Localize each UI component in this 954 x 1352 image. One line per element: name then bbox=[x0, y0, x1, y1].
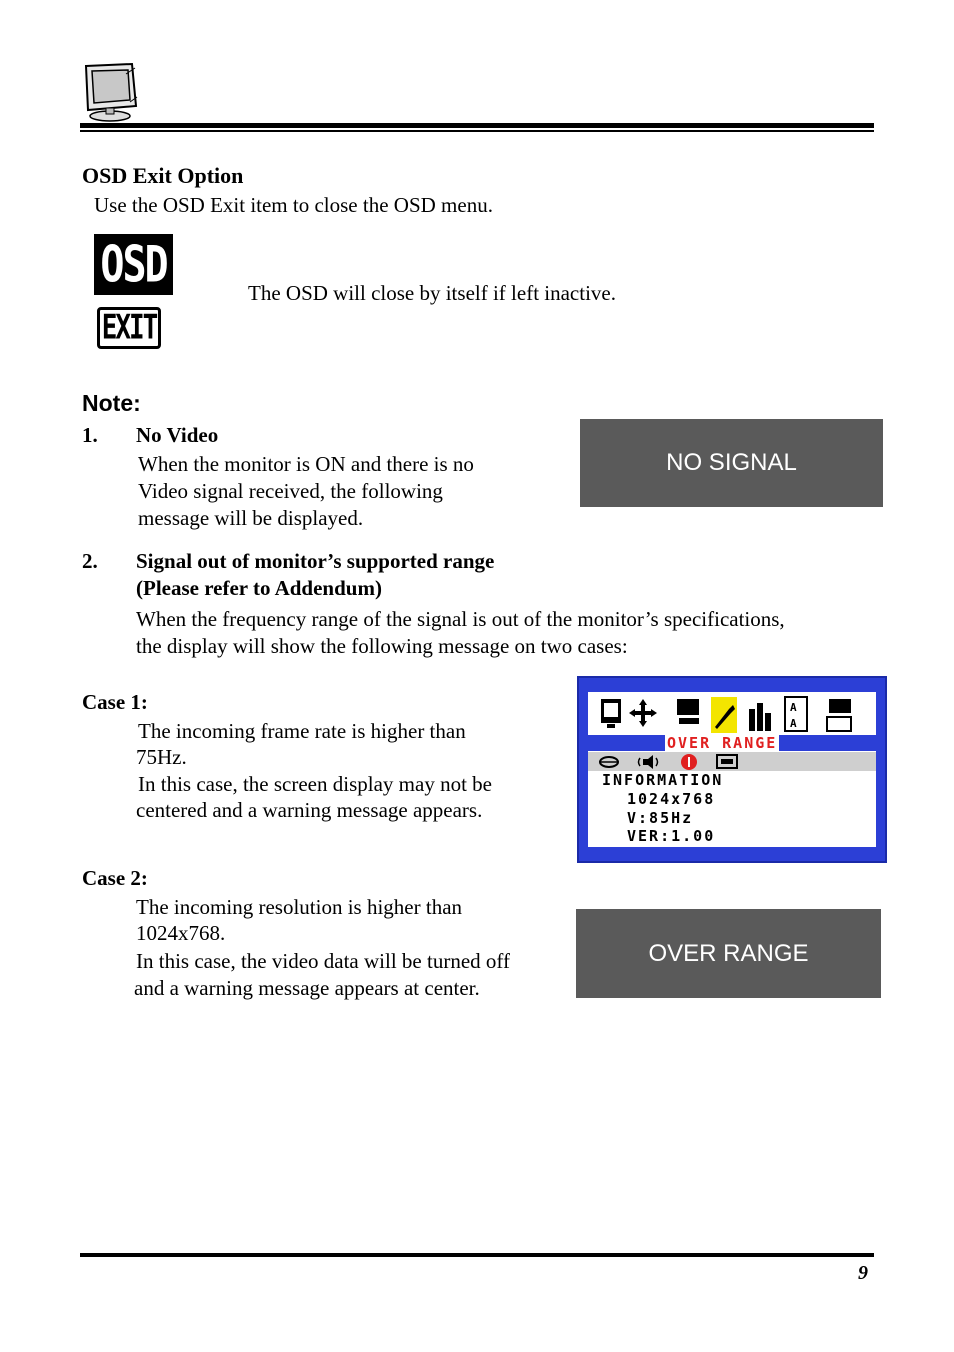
over-range-message: OVER RANGE bbox=[576, 909, 881, 998]
exit-icon: EXIT bbox=[97, 307, 161, 349]
osd-info-frequency: V:85Hz bbox=[627, 809, 694, 827]
item1-title: No Video bbox=[136, 423, 219, 447]
item1-line: Video signal received, the following bbox=[138, 479, 443, 503]
osd-info-heading: INFORMATION bbox=[602, 771, 724, 789]
tools-icon bbox=[711, 697, 737, 733]
item2-title-line2: (Please refer to Addendum) bbox=[136, 576, 382, 600]
osd-side-text: The OSD will close by itself if left inactive. bbox=[248, 281, 616, 305]
item2-line: When the frequency range of the signal is out of the monitor’s specifications, bbox=[136, 607, 785, 631]
osd-icon-row bbox=[597, 695, 867, 735]
section-title: OSD Exit Option bbox=[82, 163, 244, 188]
item1-number: 1. bbox=[82, 423, 98, 447]
header-rule-thin bbox=[80, 130, 874, 132]
osd-icon bbox=[677, 699, 699, 724]
item2-line: the display will show the following message on two cases: bbox=[136, 634, 628, 658]
exit-icon bbox=[717, 755, 737, 768]
svg-text:A: A bbox=[790, 701, 797, 714]
case2-line: The incoming resolution is higher than bbox=[136, 895, 463, 919]
item2-title: Signal out of monitor’s supported range bbox=[136, 549, 495, 573]
osd-banner: OVER RANGE bbox=[667, 734, 778, 752]
position-icon bbox=[629, 699, 657, 727]
item2-number: 2. bbox=[82, 549, 98, 573]
case1-line: In this case, the screen display may not be bbox=[138, 772, 492, 796]
osd-menu-screenshot bbox=[577, 676, 887, 863]
speaker-icon bbox=[639, 755, 658, 769]
case2-line: In this case, the video data will be turned off bbox=[136, 949, 511, 973]
monitor-icon bbox=[80, 62, 142, 124]
case1-line: centered and a warning message appears. bbox=[136, 798, 483, 822]
lips-icon bbox=[600, 757, 618, 767]
osd-exit-icon bbox=[827, 699, 851, 731]
section-intro: Use the OSD Exit item to close the OSD menu. bbox=[94, 193, 493, 217]
case1-line: 75Hz. bbox=[136, 745, 187, 769]
osd-info-version: VER:1.00 bbox=[627, 827, 716, 845]
case1-line: The incoming frame rate is higher than bbox=[138, 719, 466, 743]
language-icon bbox=[785, 697, 807, 731]
info-icon bbox=[681, 754, 697, 770]
footer-rule bbox=[80, 1253, 874, 1257]
header-rule bbox=[80, 123, 874, 128]
case2-title: Case 2: bbox=[82, 866, 148, 890]
osd-info-resolution: 1024x768 bbox=[627, 790, 716, 808]
case2-line: 1024x768. bbox=[136, 921, 226, 945]
case1-title: Case 1: bbox=[82, 690, 148, 714]
osd-subicons bbox=[593, 752, 743, 771]
svg-text:A: A bbox=[790, 717, 797, 730]
page-number: 9 bbox=[858, 1262, 868, 1284]
item1-line: message will be displayed. bbox=[138, 506, 364, 530]
no-signal-message: NO SIGNAL bbox=[580, 419, 883, 507]
color-icon bbox=[749, 703, 771, 731]
case2-line: and a warning message appears at center. bbox=[134, 976, 480, 1000]
auto-icon bbox=[601, 699, 621, 728]
osd-icon: OSD bbox=[94, 234, 173, 295]
item1-line: When the monitor is ON and there is no bbox=[138, 452, 474, 476]
note-heading: Note: bbox=[82, 390, 141, 416]
